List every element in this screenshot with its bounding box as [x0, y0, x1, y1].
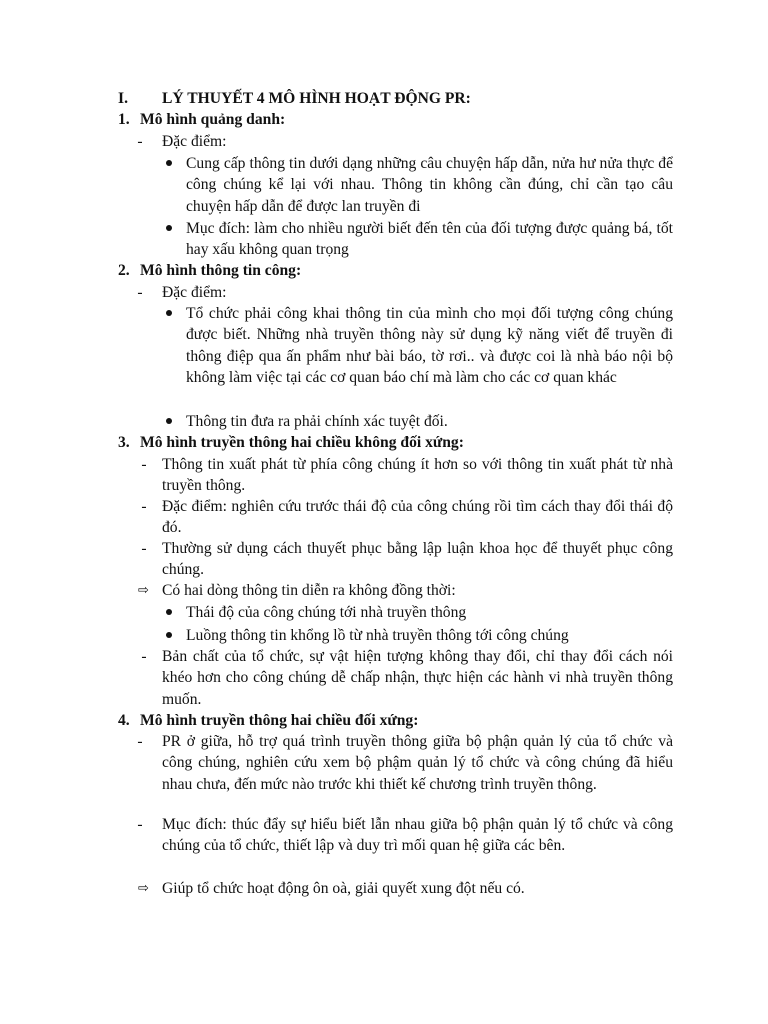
dash-marker: - — [141, 648, 147, 665]
arrow-icon: ⇨ — [138, 583, 149, 598]
section-4-number: 4. — [118, 712, 130, 729]
section-2-dash: Đặc điểm: — [162, 284, 227, 301]
section-3-arrow: Có hai dòng thông tin diễn ra không đồng thời: — [162, 582, 456, 599]
bullet-marker — [166, 310, 172, 316]
section-4-dash-1: PR ở giữa, hỗ trợ quá trình truyền thông giữa bộ phận quản lý của tổ chức và công chúng, nghiên cứu xem bộ phậm quản lý tổ chức và công chúng đã hiểu nhau chưa, đến mức nào trước khi thiết kế chương trình truyền thông. — [162, 733, 673, 793]
dash-marker: - — [141, 540, 147, 557]
section-3-dash-1: Thông tin xuất phát từ phía công chúng ít hơn so với thông tin xuất phát từ nhà truyền thông. — [162, 456, 673, 495]
section-3-bullet-2: Luồng thông tin khổng lồ từ nhà truyền thông tới công chúng — [186, 627, 569, 644]
bullet-marker — [166, 225, 172, 231]
section-3-dash-last: Bản chất của tổ chức, sự vật hiện tượng không thay đổi, chỉ thay đổi cách nói khéo hơn cho công chúng dễ chấp nhận, thực hiện các hành vi nhà truyền thông muốn. — [162, 648, 673, 708]
section-1-bullet-1: Cung cấp thông tin dưới dạng những câu chuyện hấp dẫn, nửa hư nửa thực để công chúng kể lại với nhau. Thông tin không cần đúng, chỉ cần tạo câu chuyện hấp dẫn để được lan truyền đi — [186, 155, 673, 215]
section-1-number: 1. — [118, 111, 130, 128]
section-4-arrow: Giúp tổ chức hoạt động ôn oà, giải quyết xung đột nếu có. — [162, 880, 525, 897]
dash-marker: - — [137, 284, 143, 301]
arrow-icon: ⇨ — [138, 881, 149, 896]
section-2-bullet-1: Tổ chức phải công khai thông tin của mình cho mọi đối tượng công chúng được biết. Những nhà truyền thông này sử dụng kỹ năng viết để truyền đi thông điệp qua ấn phẩm như bài báo, tờ rơi.. và được coi là nhà báo nội bộ không làm việc tại các cơ quan báo chí mà làm cho các cơ quan khác — [186, 305, 673, 387]
bullet-marker — [166, 418, 172, 424]
bullet-marker — [166, 160, 172, 166]
dash-marker: - — [137, 733, 143, 750]
dash-marker: - — [141, 498, 147, 515]
section-4-dash-2: Mục đích: thúc đẩy sự hiểu biết lẫn nhau giữa bộ phận quản lý tổ chức và công chúng của tổ chức, thiết lập và duy trì mối quan hệ giữa các bên. — [162, 816, 673, 855]
section-3-number: 3. — [118, 434, 130, 451]
section-1-title: Mô hình quảng danh: — [140, 111, 286, 128]
section-3-dash-2: Đặc điểm: nghiên cứu trước thái độ của công chúng rồi tìm cách thay đổi thái độ đó. — [162, 498, 673, 537]
section-1-dash: Đặc điểm: — [162, 133, 227, 150]
section-1-bullet-2: Mục đích: làm cho nhiều người biết đến tên của đối tượng được quảng bá, tốt hay xấu không quan trọng — [186, 220, 673, 259]
section-3-title: Mô hình truyền thông hai chiều không đối xứng: — [140, 434, 464, 451]
dash-marker: - — [137, 816, 143, 833]
heading-roman: I. — [118, 90, 128, 107]
dash-marker: - — [141, 456, 147, 473]
dash-marker: - — [137, 133, 143, 150]
section-3-bullet-1: Thái độ của công chúng tới nhà truyền thông — [186, 604, 467, 621]
section-2-bullet-2: Thông tin đưa ra phải chính xác tuyệt đối. — [186, 413, 448, 430]
section-4-title: Mô hình truyền thông hai chiều đối xứng: — [140, 712, 419, 729]
section-2-number: 2. — [118, 262, 130, 279]
section-2-title: Mô hình thông tin công: — [140, 262, 302, 279]
bullet-marker — [166, 632, 172, 638]
heading-title: LÝ THUYẾT 4 MÔ HÌNH HOẠT ĐỘNG PR: — [162, 90, 471, 107]
bullet-marker — [166, 609, 172, 615]
section-3-dash-3: Thường sử dụng cách thuyết phục bằng lập luận khoa học để thuyết phục công chúng. — [162, 540, 673, 579]
